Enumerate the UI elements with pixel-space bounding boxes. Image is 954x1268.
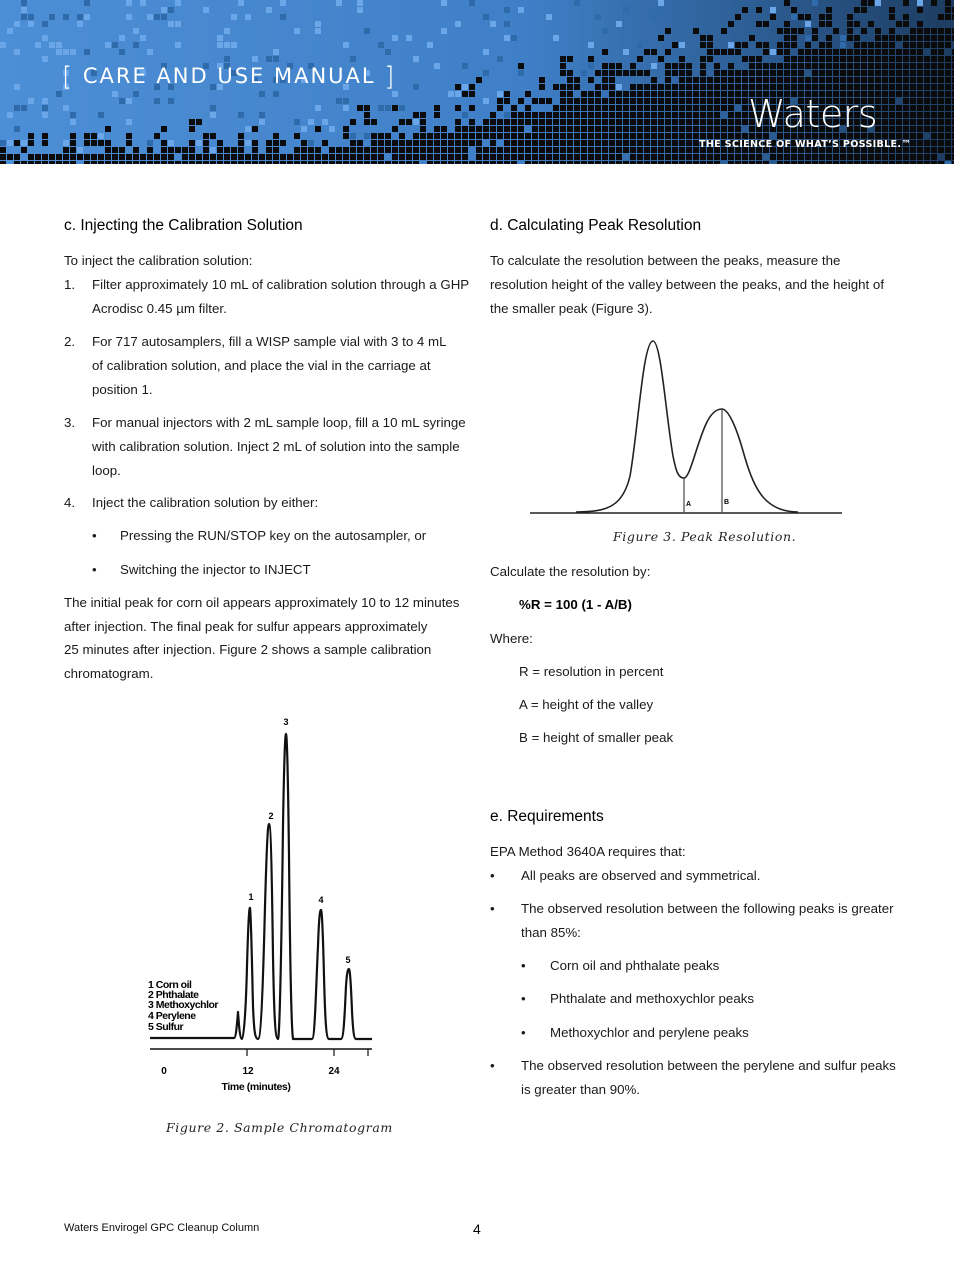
closing-line: 25 minutes after injection. Figure 2 shows a sample calibration xyxy=(64,642,432,657)
closing-line: The initial peak for corn oil appears approximately 10 to 12 minutes xyxy=(64,595,460,610)
bullet-dot: • xyxy=(521,1025,526,1040)
sub-bullet-text: Pressing the RUN/STOP key on the autosampler, or xyxy=(120,528,427,543)
requirement-text: All peaks are observed and symmetrical. xyxy=(521,868,761,883)
step-text: with calibration solution. Inject 2 mL of solution into the sample xyxy=(92,439,460,454)
label-a: A xyxy=(686,501,692,508)
definition: B = height of smaller peak xyxy=(519,730,674,745)
figure3-peak-resolution xyxy=(528,336,846,518)
waters-logo: Waters xyxy=(748,92,878,136)
bullet-dot: • xyxy=(490,868,495,883)
step-number: 2. xyxy=(64,334,76,349)
step-text: Inject the calibration solution by either: xyxy=(92,495,319,510)
section-c-intro: To inject the calibration solution: xyxy=(64,253,253,268)
bullet-dot: • xyxy=(490,1058,495,1073)
step-text: For 717 autosamplers, fill a WISP sample vial with 3 to 4 mL xyxy=(92,334,447,349)
footer-doc-name: Waters Envirogel GPC Cleanup Column xyxy=(64,1222,260,1234)
step-number: 4. xyxy=(64,495,76,510)
page-number: 4 xyxy=(473,1221,481,1237)
bullet-dot: • xyxy=(92,528,97,543)
legend-entry: 4 Perylene xyxy=(148,1010,196,1022)
calc-intro: Calculate the resolution by: xyxy=(490,564,651,579)
peak-label: 3 xyxy=(283,717,289,727)
legend-entry: 1 Corn oil xyxy=(148,979,192,991)
peak-label: 2 xyxy=(268,811,274,821)
label-b: B xyxy=(724,499,730,506)
tagline: THE SCIENCE OF WHAT’S POSSIBLE.™ xyxy=(699,139,912,150)
section-d-intro: resolution height of the valley between the peaks, and the height of xyxy=(490,277,885,292)
step-text: position 1. xyxy=(92,382,153,397)
x-tick-label: 24 xyxy=(328,1066,340,1077)
peak-label: 4 xyxy=(318,895,324,905)
definition: A = height of the valley xyxy=(519,697,654,712)
step-text: of calibration solution, and place the vial in the carriage at xyxy=(92,358,431,373)
section-d-heading: d. Calculating Peak Resolution xyxy=(490,217,702,234)
peak-label: 1 xyxy=(248,892,254,902)
figure3-caption: Figure 3. Peak Resolution. xyxy=(613,529,797,544)
bullet-dot: • xyxy=(92,562,97,577)
legend-entry: 5 Sulfur xyxy=(148,1021,184,1033)
requirement-sub-text: Methoxychlor and perylene peaks xyxy=(550,1025,749,1040)
requirement-text: than 85%: xyxy=(521,925,581,940)
sub-bullet-text: Switching the injector to INJECT xyxy=(120,562,311,577)
section-e-heading: e. Requirements xyxy=(490,808,604,825)
closing-line: after injection. The final peak for sulfur appears approximately xyxy=(64,619,428,634)
x-tick-label: 12 xyxy=(242,1066,254,1077)
requirement-text: The observed resolution between the perylene and sulfur peaks xyxy=(521,1058,896,1073)
manual-title: [ CARE AND USE MANUAL ] xyxy=(62,62,397,92)
resolution-formula: %R = 100 (1 - A/B) xyxy=(519,597,632,612)
requirement-sub-text: Phthalate and methoxychlor peaks xyxy=(550,991,755,1006)
req-intro: EPA Method 3640A requires that: xyxy=(490,844,686,859)
section-d-intro: To calculate the resolution between the peaks, measure the xyxy=(490,253,841,268)
x-axis-title: Time (minutes) xyxy=(221,1081,291,1093)
bullet-dot: • xyxy=(490,901,495,916)
where-label: Where: xyxy=(490,631,533,646)
header-banner xyxy=(0,0,954,164)
peak-label: 5 xyxy=(345,955,351,965)
step-text: For manual injectors with 2 mL sample loop, fill a 10 mL syringe xyxy=(92,415,466,430)
legend-entry: 3 Methoxychlor xyxy=(148,999,219,1011)
step-text: Filter approximately 10 mL of calibration solution through a GHP xyxy=(92,277,470,292)
step-number: 3. xyxy=(64,415,76,430)
step-text: loop. xyxy=(92,463,121,478)
x-tick-label: 0 xyxy=(161,1066,167,1077)
section-d-intro: the smaller peak (Figure 3). xyxy=(490,301,653,316)
step-number: 1. xyxy=(64,277,76,292)
definition: R = resolution in percent xyxy=(519,664,664,679)
step-text: Acrodisc 0.45 µm filter. xyxy=(92,301,227,316)
legend xyxy=(148,979,218,1033)
requirement-text: The observed resolution between the following peaks is greater xyxy=(521,901,894,916)
figure2-chromatogram xyxy=(130,706,390,1098)
closing-line: chromatogram. xyxy=(64,666,154,681)
peak-trace xyxy=(576,341,798,512)
legend-entry: 2 Phthalate xyxy=(148,989,199,1001)
requirement-text: is greater than 90%. xyxy=(521,1082,641,1097)
figure2-caption: Figure 2. Sample Chromatogram xyxy=(166,1120,393,1135)
section-c-heading: c. Injecting the Calibration Solution xyxy=(64,217,303,234)
bullet-dot: • xyxy=(521,991,526,1006)
requirement-sub-text: Corn oil and phthalate peaks xyxy=(550,958,720,973)
bullet-dot: • xyxy=(521,958,526,973)
